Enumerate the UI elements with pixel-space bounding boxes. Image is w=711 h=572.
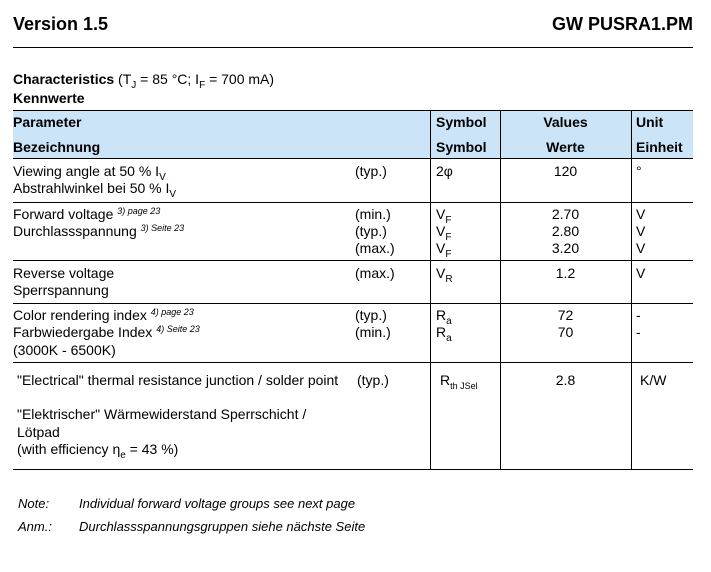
condition-label: (typ.)	[357, 372, 389, 388]
unit-cell: -	[636, 307, 641, 323]
symbol-cell: $V_F$	[436, 206, 452, 226]
row-divider	[13, 362, 693, 363]
unit-cell: V	[636, 240, 646, 256]
unit-cell: °	[636, 163, 642, 179]
param-abstrahlwinkel: Abstrahlwinkel bei 50 % $I_V$	[13, 180, 177, 200]
unit-cell: V	[636, 206, 646, 222]
param-viewing-angle: Viewing angle at 50 % $I_V$	[13, 163, 166, 183]
value-cell: 2.80	[551, 223, 580, 239]
param-waermewiderstand: "Elektrischer" Wärmewiderstand Sperrschicht /	[17, 406, 307, 422]
header-symbol-de: Symbol	[436, 139, 487, 155]
section-subtitle: Kennwerte	[13, 90, 85, 106]
condition-label: (max.)	[355, 265, 395, 281]
header-divider	[13, 47, 693, 48]
product-code: GW PUSRA1.PM	[551, 14, 693, 34]
unit-cell: V	[636, 265, 646, 281]
value-cell: 70	[557, 324, 574, 340]
header-parameter: Parameter	[13, 114, 82, 130]
condition-tj-sub: J	[131, 80, 137, 91]
condition-label: (max.)	[355, 240, 395, 256]
anm-text: Durchlassspannungsgruppen siehe nächste Seite	[79, 519, 366, 534]
param-sperrspannung: Sperrspannung	[13, 282, 109, 298]
symbol-cell: 2φ	[436, 163, 453, 179]
param-loetpad: Lötpad	[17, 424, 60, 440]
condition-label: (typ.)	[355, 307, 387, 323]
symbol-cell: $R_a$	[436, 324, 452, 344]
value-cell: 2.8	[555, 372, 576, 388]
param-forward-voltage: Forward voltage $^{3) page 23}$	[13, 206, 161, 222]
symbol-cell: $R_a$	[436, 307, 452, 327]
condition-label: (typ.)	[355, 163, 387, 179]
condition-text-2: = 85 °C; I	[136, 71, 200, 87]
condition-text-3: = 700 mA)	[205, 71, 275, 87]
column-divider	[430, 110, 431, 469]
symbol-cell: $V_R$	[436, 265, 453, 285]
symbol-cell: $V_F$	[436, 223, 452, 243]
unit-cell: -	[636, 324, 641, 340]
param-durchlassspannung: Durchlassspannung $^{3) Seite 23}$	[13, 223, 185, 239]
unit-cell: V	[636, 223, 646, 239]
section-title	[13, 71, 274, 91]
header-values: Values	[543, 114, 588, 130]
row-divider	[13, 303, 693, 304]
condition-label: (min.)	[355, 206, 391, 222]
unit-cell: K/W	[640, 372, 667, 388]
symbol-cell: $R_{th JSel}$	[440, 372, 478, 391]
value-cell: 120	[553, 163, 578, 179]
header-bezeichnung: Bezeichnung	[13, 139, 101, 155]
condition-label: (typ.)	[355, 223, 387, 239]
condition-text-1: (T	[114, 71, 132, 87]
row-divider	[13, 260, 693, 261]
row-divider	[13, 202, 693, 203]
anm-label: Anm.:	[18, 519, 52, 534]
param-efficiency: (with efficiency $\eta_e = 43$ %)	[17, 441, 179, 461]
param-cct-range: (3000K - 6500K)	[13, 342, 116, 358]
section-title-bold: Characteristics	[13, 71, 115, 87]
header-werte: Werte	[546, 139, 585, 155]
condition-if-sub: F	[199, 80, 206, 91]
table-bottom-rule	[13, 469, 693, 470]
symbol-cell: $V_F$	[436, 240, 452, 260]
document-version: Version 1.5	[13, 14, 109, 34]
table-header-rule	[13, 158, 693, 159]
condition-label: (min.)	[355, 324, 391, 340]
header-symbol: Symbol	[436, 114, 487, 130]
param-color-rendering-index: Color rendering index $^{4) page 23}$	[13, 307, 194, 323]
table-top-rule	[13, 110, 693, 111]
header-einheit: Einheit	[636, 139, 683, 155]
value-cell: 3.20	[551, 240, 580, 256]
note-label: Note:	[18, 496, 50, 511]
value-cell: 2.70	[551, 206, 580, 222]
param-reverse-voltage: Reverse voltage	[13, 265, 115, 281]
value-cell: 1.2	[555, 265, 576, 281]
column-divider	[631, 110, 632, 469]
header-unit: Unit	[636, 114, 664, 130]
param-farbwiedergabe-index: Farbwiedergabe Index $^{4) Seite 23}$	[13, 324, 200, 340]
param-thermal-resistance: "Electrical" thermal resistance junction / solder point	[17, 372, 339, 388]
value-cell: 72	[557, 307, 574, 323]
note-text: Individual forward voltage groups see next page	[79, 496, 356, 511]
